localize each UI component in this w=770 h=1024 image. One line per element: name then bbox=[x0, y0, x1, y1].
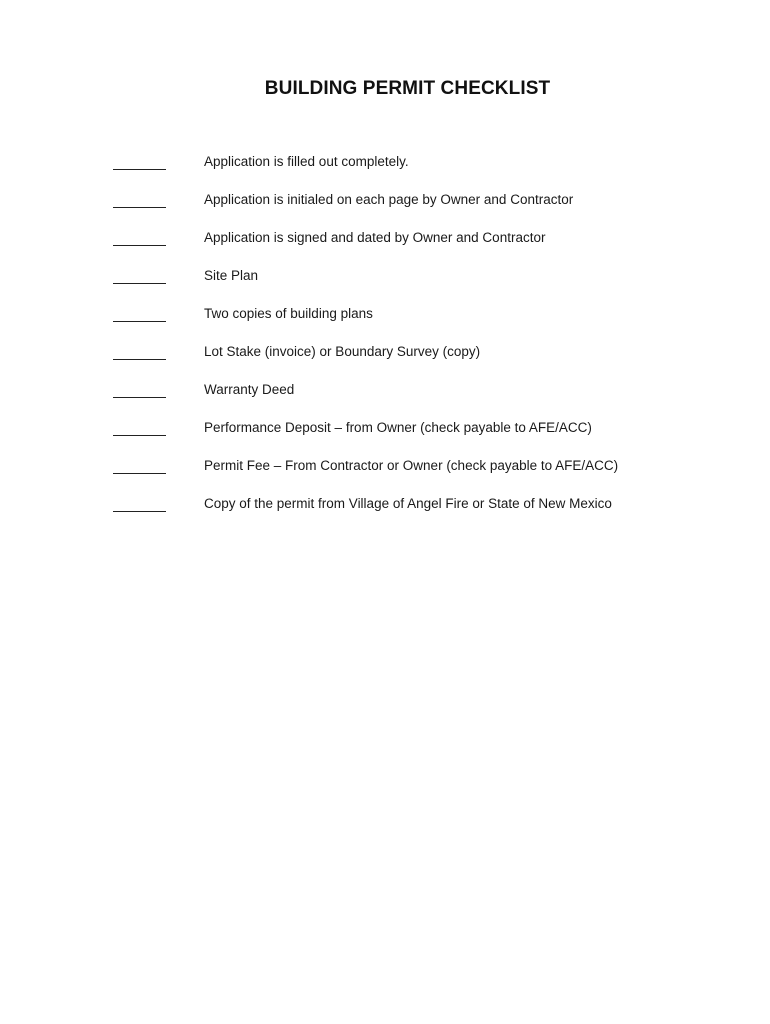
checklist-item bbox=[0, 188, 770, 226]
permit-checklist bbox=[0, 150, 770, 530]
checklist-item bbox=[0, 340, 770, 378]
checklist-item-label: Site Plan bbox=[204, 268, 259, 283]
checklist-item-label: Application is initialed on each page by Owner and Contractor bbox=[204, 192, 574, 207]
checkoff-blank[interactable] bbox=[113, 245, 166, 246]
checklist-item bbox=[0, 378, 770, 416]
checkoff-blank[interactable] bbox=[113, 359, 166, 360]
checkoff-blank[interactable] bbox=[113, 397, 166, 398]
checkoff-blank[interactable] bbox=[113, 473, 166, 474]
checklist-item-label: Lot Stake (invoice) or Boundary Survey (copy) bbox=[204, 344, 481, 359]
checkoff-blank[interactable] bbox=[113, 321, 166, 322]
checklist-item-label: Two copies of building plans bbox=[204, 306, 373, 321]
checklist-item-label: Application is filled out completely. bbox=[204, 154, 409, 169]
checkoff-blank[interactable] bbox=[113, 435, 166, 436]
checklist-item bbox=[0, 454, 770, 492]
checklist-item-label: Application is signed and dated by Owner and Contractor bbox=[204, 230, 546, 245]
checklist-item bbox=[0, 264, 770, 302]
checklist-item-label: Warranty Deed bbox=[204, 382, 295, 397]
checklist-item-label: Permit Fee – From Contractor or Owner (check payable to AFE/ACC) bbox=[204, 458, 619, 473]
checklist-item bbox=[0, 492, 770, 530]
checkoff-blank[interactable] bbox=[113, 169, 166, 170]
checklist-item bbox=[0, 226, 770, 264]
checkoff-blank[interactable] bbox=[113, 207, 166, 208]
checklist-item bbox=[0, 302, 770, 340]
checklist-item bbox=[0, 416, 770, 454]
checklist-item-label: Performance Deposit – from Owner (check payable to AFE/ACC) bbox=[204, 420, 592, 435]
checkoff-blank[interactable] bbox=[113, 283, 166, 284]
page-title: BUILDING PERMIT CHECKLIST bbox=[264, 78, 551, 99]
checklist-item-label: Copy of the permit from Village of Angel Fire or State of New Mexico bbox=[204, 496, 612, 511]
checklist-item bbox=[0, 150, 770, 188]
checkoff-blank[interactable] bbox=[113, 511, 166, 512]
